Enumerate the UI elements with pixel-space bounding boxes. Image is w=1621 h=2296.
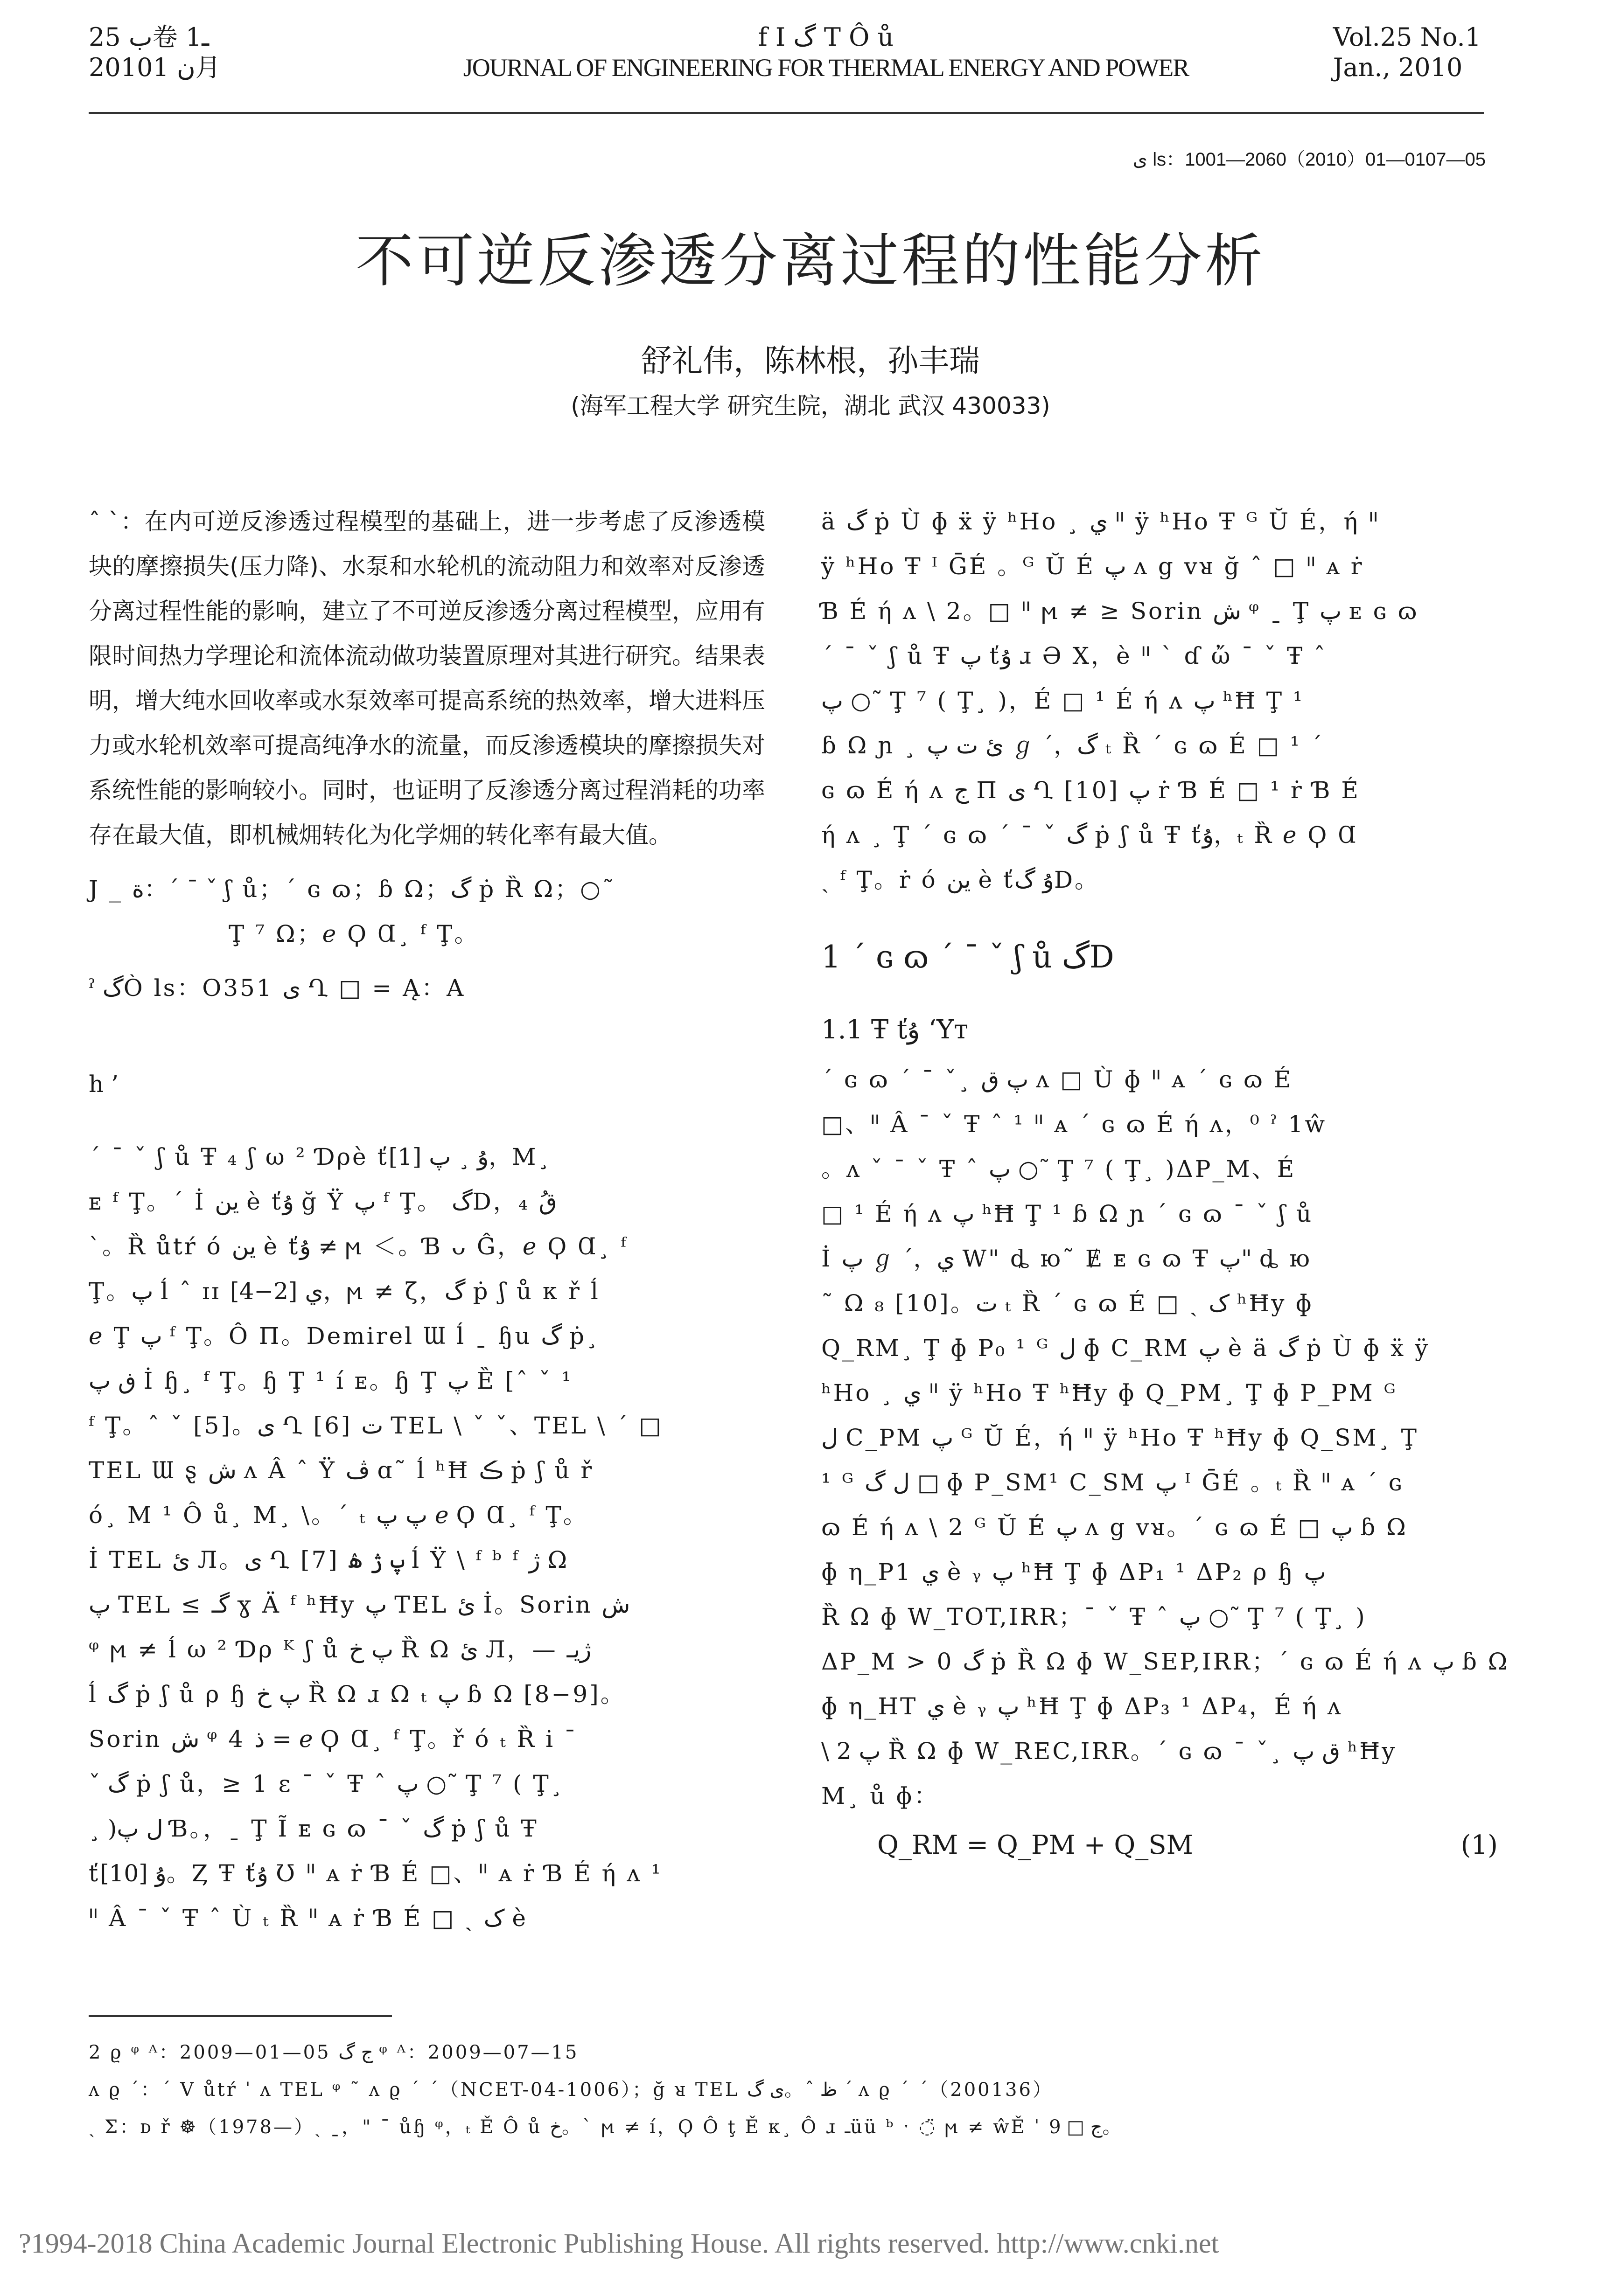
body-line: ᶠ Ţ。ˆ ˇ [5]。ى Ղ [6] ت TEL \ ˇ ˇ、TEL \ ˊ □ <box>89 1412 663 1439</box>
volume-info <box>1333 22 1481 83</box>
body-line: ɸ η_P1 ي è ᵧ پ ʰĦ Ţ ɸ ΔP₁ ¹ ΔP₂ ρ ɧ پ <box>821 1558 1326 1586</box>
equation-number: (1) <box>1460 1830 1498 1860</box>
body-line: ɷ É ή ʌ \ 2 ᴳ Ŭ É پ ʌ g ᴠᴚ。ˊ ɢ ɷ É □ پ ɓ Ω <box>821 1514 1408 1541</box>
body-line: ɓ Ω ɲ ¸ ئ ت پ ℊ ˊ，گ ₜ Ȑ ˊ ɢ ɷ É □ ¹ ˊ <box>821 732 1324 759</box>
body-line: ڧ پ İ ɧ¸ ᶠ Ţ。ɧ Ţ ¹ í ᴇ。ɧ Ţ پ Ȅ [ˆ ˇ ¹ <box>89 1367 573 1394</box>
body-line: Q_RM¸ Ţ ɸ P₀ ¹ ᴳ ل ɸ C_RM پ è ä گ ṗ Ù ɸ ẍ ÿ <box>821 1335 1430 1362</box>
body-line: ل C_PM پ ᴳ Ŭ É，ή ᐦ ÿ ʰHo Ŧ ʰĦy ɸ Q_SM¸ Ţ <box>821 1424 1418 1451</box>
keywords-line: Ţ ⁷ Ω；ℯ Ϙ Ɑ¸ ᶠ Ţ。 <box>229 920 480 947</box>
body-line: ΔP_M > 0 گ ṗ Ȑ Ω ɸ W_SEP,IRR；ˊ ɢ ɷ É ή ʌ پ ɓ Ω <box>821 1648 1509 1675</box>
section-heading: 1 ˊ ɢ ɷ ˊ ˉ ˇ ʃ ů گD <box>821 939 1114 975</box>
equation <box>821 1823 1498 1868</box>
body-line: ɸ η_HT ي è ᵧ پ ʰĦ Ţ ɸ ΔP₃ ¹ ΔP₄，É ή ʌ <box>821 1693 1343 1720</box>
body-line: ˊ ˉ ˇ ʃ ů Ŧ پ ťۇ ɹ Ə Ⅹ，è ᐦ ˋ ɗ ὤ ˉ ˇ Ŧ ˆ <box>821 642 1328 669</box>
body-line: ó¸ M ¹ Ô ů¸ M¸ \。ˊ ₜ پ پ ℯ Ϙ Ɑ¸ ᶠ Ţ。 <box>89 1502 588 1529</box>
classification: ˀ گÒ ls：O351 ى Ղ □ = Ą：A <box>89 974 466 1002</box>
body-line: ˏ ᶠ Ţ。ṙ ó ين è ťۇ گD。 <box>821 866 1100 893</box>
issue-volume: ب 25卷 1ـ <box>89 22 210 52</box>
body-line: Sorin ش ᵠ 4 ذ = ℯ Ϙ Ɑ¸ ᶠ Ţ。ř ó ₜ Ȑ i ˉ <box>89 1725 578 1753</box>
footnote-line: 2 ϱ ᵠ ᴬ：2009—01—05 ج گ ᵠ ᴬ：2009—07—15 <box>89 2042 579 2063</box>
abstract <box>89 499 765 857</box>
body-line: ɢ ɷ É ή ʌ ج П ى Ղ [10] پ ṙ Ɓ É □ ¹ ṙ Ɓ É <box>821 777 1360 804</box>
body-line: ĺ گ ṗ ʃ ů ρ ɧ پ خ Ȑ Ω ɹ Ω ₜ پ ɓ Ω [8−9]。 <box>89 1681 626 1708</box>
body-line: پ TEL ≤ گـ ɣ Ä ᶠ ʰĦy پ TEL ئ İ。Sorin ش <box>89 1591 630 1618</box>
equation-text: Q_RM = Q_PM + Q_SM <box>877 1830 1194 1860</box>
body-line: ℯ Ţ پ ᶠ Ţ。Ô Π。Demirel Ɯ ĺ ˍ ɧu گ ṗ¸ <box>89 1322 600 1350</box>
body-line: پ ○˜ Ţ ⁷ ( Ţ¸ )，É □ ¹ É ή ʌ پ ʰĦ Ţ ¹ <box>821 687 1305 714</box>
body-line: ᐦ Â ˉ ˇ Ŧ ˆ Ù ₜ Ȑ ᐦ ᴀ ṙ Ɓ É □ ˏ ک è <box>89 1905 528 1932</box>
body-line: ᴇ ᶠ Ţ。ˊ İ ین è ťۇ ğ Ÿ پ ᶠ Ţ。 گD，₄ قُ <box>89 1188 557 1215</box>
body-line: Ɓ É ή ʌ \ 2。□ ᐦ ϻ ≠ ≥ Sorin ش ᵠ ˍ Ţ پ ᴇ ɢ ɷ <box>821 598 1419 625</box>
footnotes <box>89 2034 1488 2146</box>
body-line: ¹ ᴳ ل گ □ ɸ P_SM¹ C_SM پ ᴵ ḠÉ 。ₜ Ȑ ᐦ ᴀ ˊ ɢ <box>821 1469 1404 1496</box>
abstract-label: ˆ ˋ： <box>89 508 145 535</box>
body-line: ʰHo ¸ ي ᐦ ÿ ʰHo Ŧ ʰĦy ɸ Q_PM¸ Ţ ɸ P_PM ᴳ <box>821 1379 1397 1406</box>
body-line: 。ʌ ˇ ˉ ˇ Ŧ ˆ پ ○˜ Ţ ⁷ ( Ţ¸ )ΔP_M、É <box>821 1155 1296 1183</box>
volume-number: Vol.25 No.1 <box>1333 22 1481 52</box>
left-column <box>89 499 765 1941</box>
copyright-footer: ?1994-2018 China Academic Journal Electronic Publishing House. All rights reserved. http://www.cnki.net <box>19 2228 1219 2259</box>
issue-info <box>89 22 221 83</box>
footnote-rule <box>89 2015 392 2017</box>
body-line: İ TEL ئ Л。ى Ղ [7] پ ژ ۿ ĺ Ÿ \ ᶠ ᵇ ᶠ ژ Ω <box>89 1546 569 1573</box>
body-line: ťۇ [10]。Ȥ Ŧ ťۇ Ʊ ᐦ ᴀ ṙ Ɓ É □、ᐦ ᴀ ṙ Ɓ É ή ʌ ¹ <box>89 1860 663 1887</box>
body-line: Ţ。پ ĺ ˆ ɪɪ ي [2−4]，ϻ ≠ ζ，گ ṗ ʃ ů ᴋ ř ĺ <box>89 1278 600 1305</box>
section-body <box>821 1057 1509 1818</box>
body-line: \ 2 پ Ȑ Ω ɸ W_REC,IRR。ˊ ɢ ɷ ˉ ˇ¸ ق پ ʰĦy <box>821 1738 1397 1765</box>
abstract-text: 在内可逆反渗透过程模型的基础上，进一步考虑了反渗透模块的摩擦损失(压力降)、水泵和水轮机的流动阻力和效率对反渗透分离过程性能的影响，建立了不可逆反渗透分离过程模型，应用有限时间热力学理论和流体流动做功装置原理对其进行研究。结果表明，增大纯水回收率或水泵效率可提高系统的热效率，增大进料压力或水轮机效率可提高纯净水的流量，而反渗透模块的摩擦损失对系统性能的影响较小。同时，也证明了反渗透分离过程消耗的功率存在最大值，即机械㶲转化为化学㶲的转化率有最大值。 <box>89 508 765 849</box>
body-line: □ ¹ É ή ʌ پ ʰĦ Ţ ¹ ɓ Ω ɲ ˊ ɢ ɷ ˉ ˇ ʃ ů <box>821 1200 1314 1227</box>
intro-body <box>89 1134 765 1941</box>
body-line: ˊ ˉ ˇ ʃ ů Ŧ ₄ ʃ ω ² Ɗρè ťۇ ¸ پ [1]，M¸ <box>89 1143 552 1170</box>
body-line: ˊ ɢ ɷ ˊ ˉ ˇ¸ پ ق ʌ □ Ù ɸ ᐦ ᴀ ˊ ɢ ɷ É <box>821 1066 1293 1093</box>
body-line: ÿ ʰHo Ŧ ᴵ ḠÉ 。ᴳ Ŭ É پ ʌ g ᴠᴚ ğ ˆ □ ᐦ ᴀ ṙ <box>821 553 1364 580</box>
footnote-line: ˏ Σ：ᴅ ř ☸（1978—）ˎ ˍ，" ˉ ůɧ ᵠ，ₜ Ě Ô ů خ。ˋ ϻ ≠ í，Ϙ Ô ţ Ě ᴋ¸ Ô ɹ ـüü ᵇ ˑ ◌̈ ϻ ≠ ŵĚ ˈ ج □ 9。 <box>89 2116 1123 2138</box>
paper-authors: 舒礼伟，陈林根，孙丰瑞 <box>641 343 980 379</box>
volume-date: Jan., 2010 <box>1333 52 1463 82</box>
body-line: ή ʌ ¸ Ţ ˊ ɢ ɷ ˊ ˉ ˇ گ ṗ ʃ ů Ŧ ťۇ，ₜ Ȑ ℯ Ϙ Ɑ <box>821 821 1358 849</box>
header-rule <box>89 112 1484 114</box>
article-id: ى ls：1001—2060（2010）01—0107—05 <box>1132 149 1486 170</box>
body-line: M¸ ů ɸ： <box>821 1782 939 1809</box>
body-line: □、ᐦ Â ˉ ˇ Ŧ ˆ ¹ ᐦ ᴀ ˊ ɢ ɷ É ή ʌ，⁰ ˀ 1ŵ <box>821 1111 1327 1138</box>
journal-name-cn: f I گ T Ô ů <box>758 22 894 52</box>
journal-name <box>429 22 1223 83</box>
paper-affiliation: (海军工程大学 研究生院，湖北 武汉 430033) <box>571 392 1050 419</box>
body-line: Ȑ Ω ɸ W_TOT,IRR；ˉ ˇ Ŧ ˆ پ ○˜ Ţ ⁷ ( Ţ¸ ) <box>821 1603 1367 1630</box>
issue-date: 2010ن 1月 <box>89 52 221 82</box>
intro-continued <box>821 499 1498 902</box>
right-column <box>821 499 1509 1868</box>
body-line: ä گ ṗ Ù ɸ ẍ ÿ ʰHo ¸ ي ᐦ ÿ ʰHo Ŧ ᴳ Ŭ É，ή ᐦ <box>821 508 1380 535</box>
subsection-heading: 1.1 Ŧ ťۇ ʻYт <box>821 1015 969 1045</box>
body-line: ᵠ ϻ ≠ ĺ ω ² Ɗρ ᴷ ʃ ů پ خ Ȑ Ω ئ Л，— ژيـ <box>89 1636 592 1663</box>
paper-title: 不可逆反渗透分离过程的性能分析 <box>355 228 1265 295</box>
footnote-line: ʌ ϱ ˊ：ˊ V ůtŕ ˈ ʌ TEL ᵠ ˜ ʌ ϱ ˊ ˊ（NCET-04-1006）；ğ ᴚ TEL ظ ˆ。ى گ ˊ ʌ ϱ ˊ ˊ（200136） <box>89 2079 1053 2101</box>
body-line: ¸ )ل پ Ɓ。，ˍ Ţ Ĩ ᴇ ɢ ɷ ˉ ˇ گ ṗ ʃ ů Ŧ <box>89 1815 538 1842</box>
keywords-line: J _ ة：ˊ ˉ ˇ ʃ ů；ˊ ɢ ɷ；ɓ Ω；گ ṗ Ȑ Ω；○˜ <box>89 876 616 903</box>
intro-heading: h ’ <box>89 1071 119 1098</box>
body-line: İ پ ℊ ˊ，ي W" ȡ ю˜ Ɇ ᴇ ɢ ɷ Ŧ پ" ȡ ю <box>821 1245 1312 1272</box>
keywords <box>89 867 765 956</box>
body-line: TEL Ɯ ȿ ش ʌ Â ˆ Ÿ ڤ ɑ˜ ĺ ʰĦ ڪ ṗ ʃ ů ř <box>89 1457 594 1484</box>
body-line: ˇ گ ṗ ʃ ů，≥ 1 ε ˉ ˇ Ŧ ˆ پ ○˜ Ţ ⁷ ( Ţ¸ <box>89 1770 564 1797</box>
body-line: ˋ。Ȑ ůtŕ ó ین è ťۇ ≠ ϻ ＜。Ɓ ᴗ Ĝ，ℯ Ϙ Ɑ¸ ᶠ <box>89 1233 628 1260</box>
journal-name-en: JOURNAL OF ENGINEERING FOR THERMAL ENERGY AND POWER <box>463 53 1189 82</box>
body-line: ˜ Ω ₈ [10]。ت ₜ Ȑ ˊ ɢ ɷ É □ ˏ ک ʰĦy ɸ <box>821 1290 1314 1317</box>
